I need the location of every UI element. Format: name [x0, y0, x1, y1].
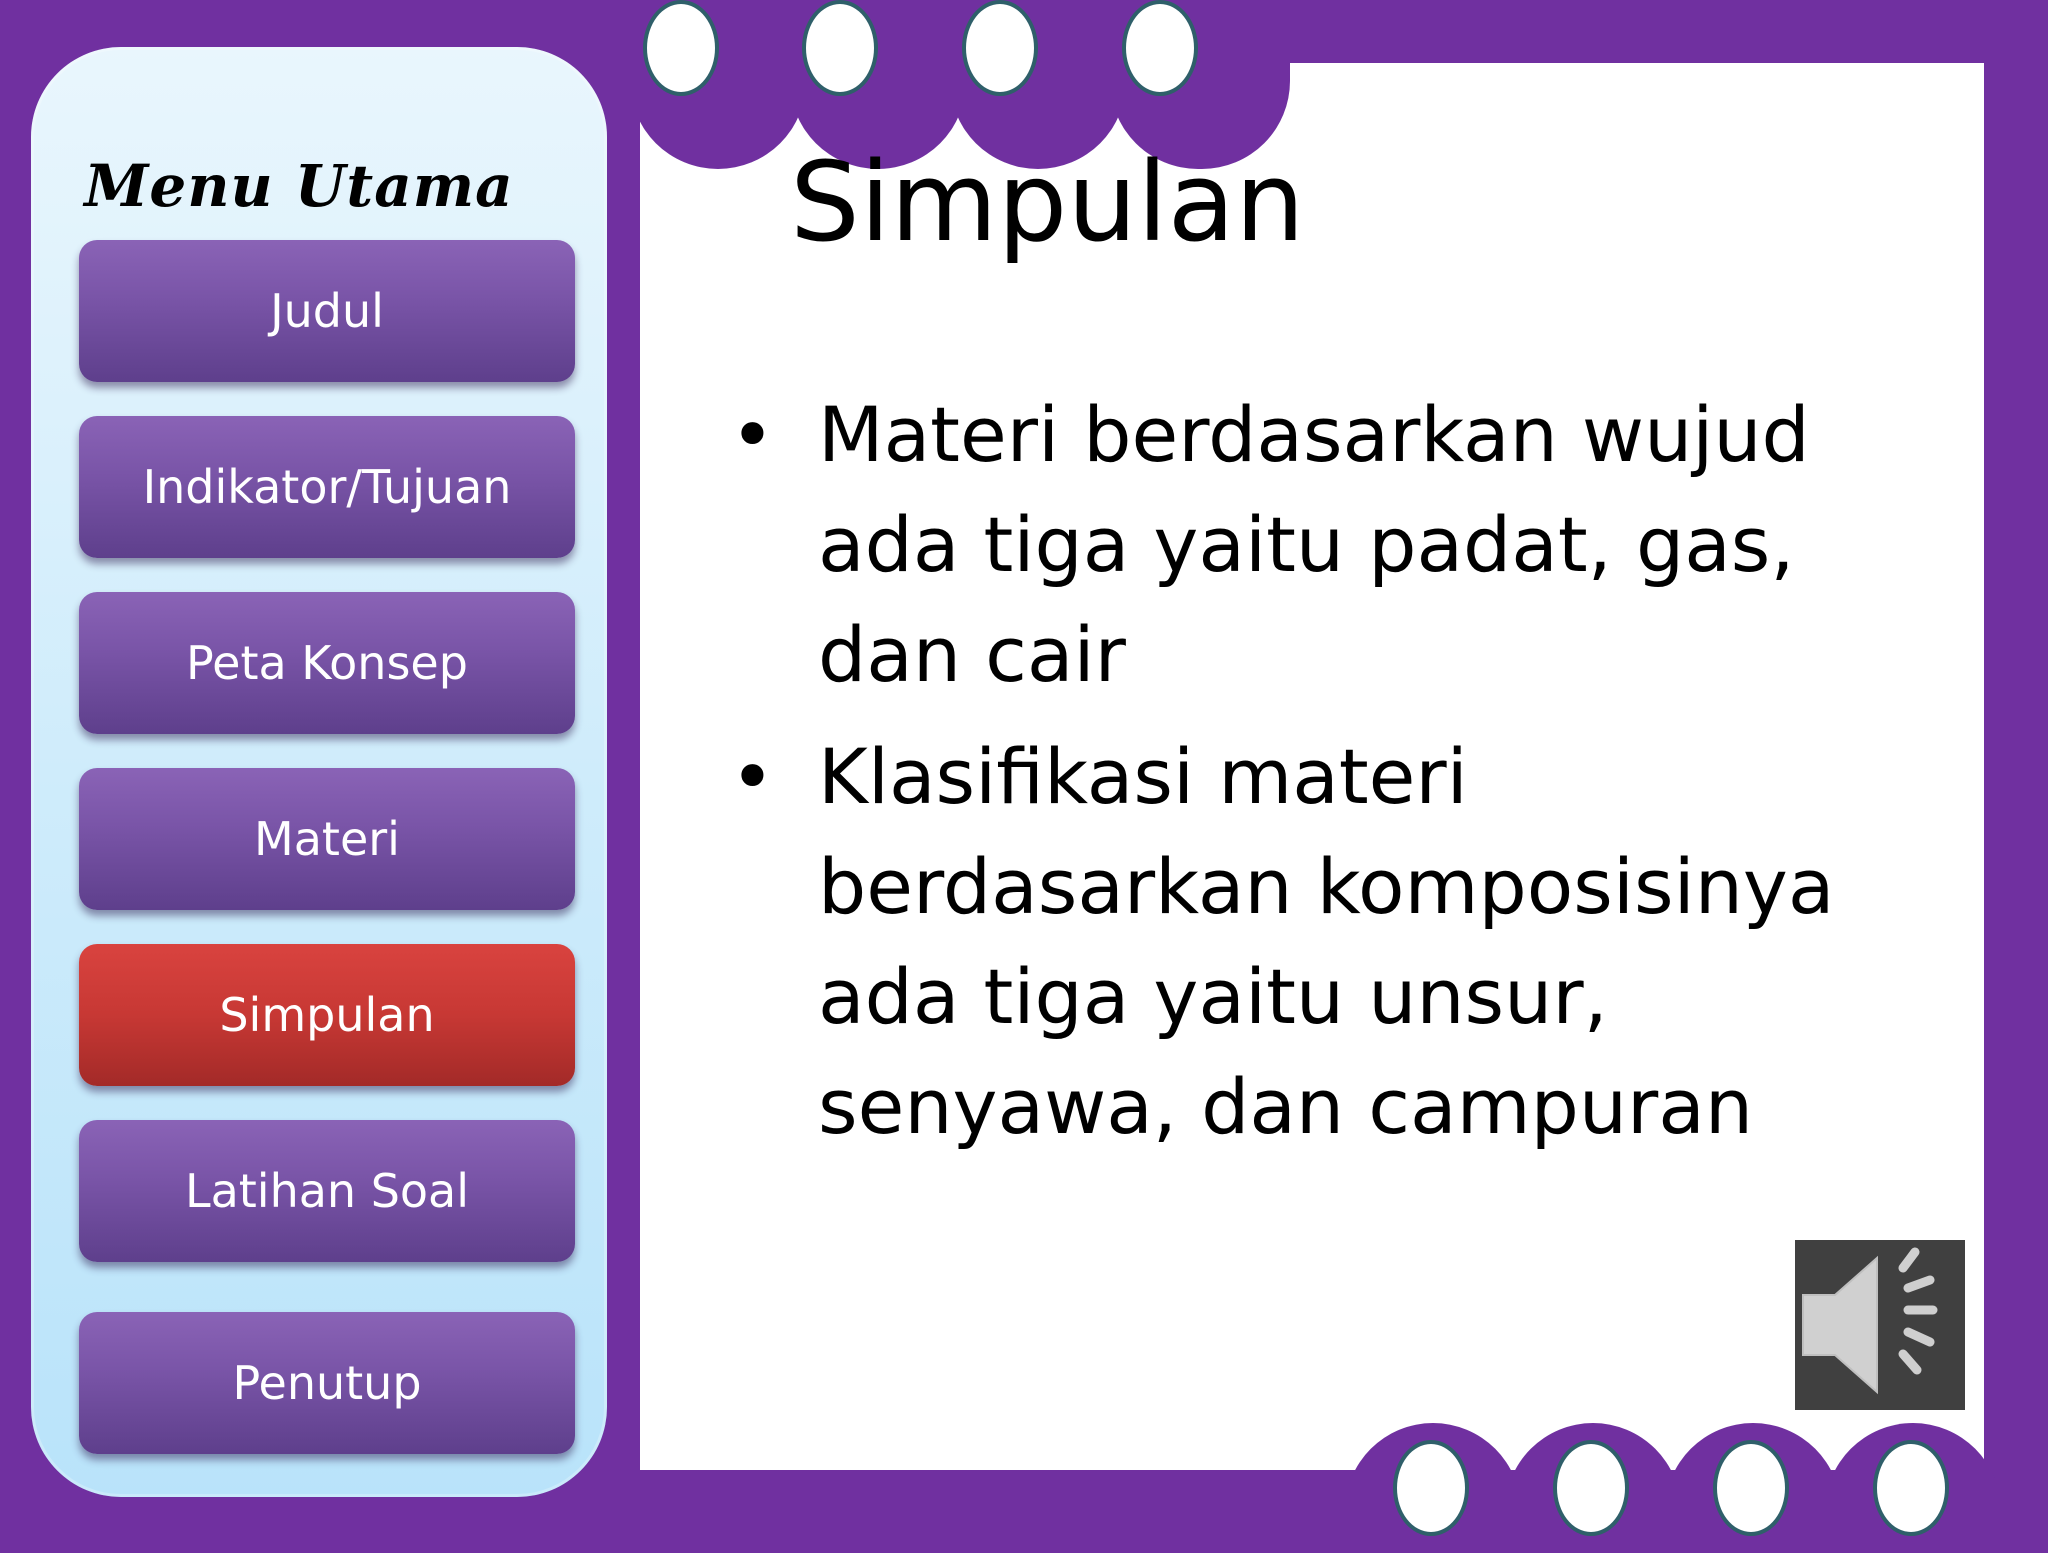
slide-title: Simpulan [790, 138, 1305, 266]
bottom-bead [1393, 1440, 1469, 1536]
top-bead [802, 0, 878, 96]
menu-button-simpulan[interactable]: Simpulan [79, 944, 575, 1086]
bullet-list [730, 380, 1950, 1174]
top-bead [643, 0, 719, 96]
menu-title: Menu Utama [84, 152, 514, 220]
sidebar-menu [31, 47, 607, 1497]
menu-button-indikator-tujuan[interactable]: Indikator/Tujuan [79, 416, 575, 558]
bottom-bead [1553, 1440, 1629, 1536]
speaker-icon [1795, 1240, 1965, 1410]
bullet-item: • Materi berdasarkan wujud ada tiga yaitu padat, gas, dan cair [730, 380, 1950, 710]
top-bead [1122, 0, 1198, 96]
bullet-item: • Klasifikasi materi berdasarkan komposisinya ada tiga yaitu unsur, senyawa, dan campuran [730, 722, 1950, 1162]
menu-button-peta-konsep[interactable]: Peta Konsep [79, 592, 575, 734]
menu-button-penutup[interactable]: Penutup [79, 1312, 575, 1454]
menu-button-latihan-soal[interactable]: Latihan Soal [79, 1120, 575, 1262]
audio-button[interactable] [1795, 1240, 1965, 1410]
menu-button-judul[interactable]: Judul [79, 240, 575, 382]
top-bead [962, 0, 1038, 96]
menu-button-materi[interactable]: Materi [79, 768, 575, 910]
bottom-bead [1713, 1440, 1789, 1536]
bottom-bead [1873, 1440, 1949, 1536]
